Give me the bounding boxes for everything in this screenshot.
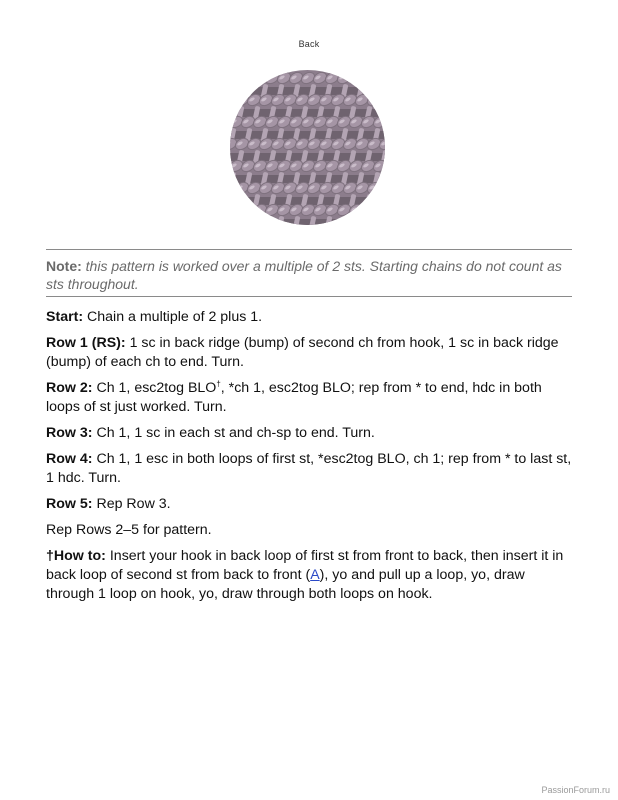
- howto-instruction: [46, 547, 574, 604]
- row5-text: Rep Row 3.: [96, 496, 171, 512]
- repeat-text: Rep Rows 2–5 for pattern.: [46, 522, 212, 538]
- dagger-mark: †: [216, 379, 221, 389]
- row5-instruction: [46, 495, 574, 514]
- row4-text: Ch 1, 1 esc in both loops of first st, *esc2tog BLO, ch 1; rep from * to last st, 1 hdc. Turn.: [46, 451, 572, 486]
- note-label: Note:: [46, 258, 82, 274]
- note-top-rule: [46, 249, 572, 250]
- note-bottom-rule: [46, 296, 572, 297]
- row5-label: Row 5:: [46, 496, 93, 512]
- row2-instruction: [46, 379, 574, 417]
- start-text: Chain a multiple of 2 plus 1.: [87, 309, 263, 325]
- howto-text-b: ), yo and pull up a loop, yo, draw through 1 loop on hook, yo, draw through both loops on hook.: [46, 567, 525, 602]
- howto-label: †How to:: [46, 548, 106, 564]
- figure-a-link[interactable]: A: [310, 567, 320, 583]
- row2-text-a: Ch 1, esc2tog BLO: [96, 380, 217, 396]
- row3-instruction: [46, 424, 574, 443]
- watermark-footer: PassionForum.ru: [541, 785, 610, 795]
- start-label: Start:: [46, 309, 84, 325]
- row1-label: Row 1 (RS):: [46, 335, 126, 351]
- note-text: this pattern is worked over a multiple of 2 sts. Starting chains do not count as sts throughout.: [46, 258, 562, 292]
- row3-text: Ch 1, 1 sc in each st and ch-sp to end. Turn.: [96, 425, 375, 441]
- row1-instruction: [46, 334, 574, 372]
- row4-instruction: [46, 450, 574, 488]
- row2-text-b: , *ch 1, esc2tog BLO; rep from * to end, hdc in both loops of st just worked. Turn.: [46, 380, 542, 415]
- pattern-instructions: [46, 308, 574, 611]
- row1-text: 1 sc in back ridge (bump) of second ch from hook, 1 sc in back ridge (bump) of each ch to end. Turn.: [46, 335, 559, 370]
- row4-label: Row 4:: [46, 451, 93, 467]
- crochet-swatch-image: [230, 70, 385, 225]
- row3-label: Row 3:: [46, 425, 93, 441]
- howto-text-a: Insert your hook in back loop of first st from front to back, then insert it in back loop of second st from back to front (: [46, 548, 564, 583]
- repeat-instruction: [46, 521, 574, 540]
- start-instruction: [46, 308, 574, 327]
- image-caption: Back: [298, 39, 320, 49]
- row2-label: Row 2:: [46, 380, 93, 396]
- note-box: [46, 257, 566, 293]
